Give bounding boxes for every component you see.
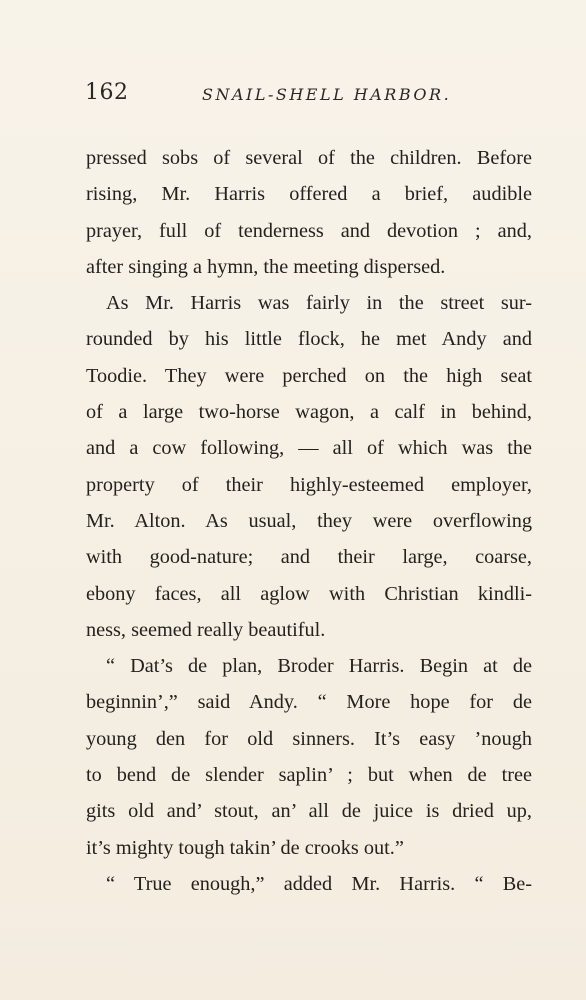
running-title: SNAIL-SHELL HARBOR. [202, 85, 452, 104]
text-line: to bend de slender saplin’ ; but when de tree [86, 764, 532, 787]
text-line: “ True enough,” added Mr. Harris. “ Be- [106, 872, 532, 895]
text-line: property of their highly-esteemed employer, [86, 473, 532, 496]
page-header [85, 80, 540, 114]
text-line: young den for old sinners. It’s easy ’nough [86, 727, 532, 750]
text-line: beginnin’,” said Andy. “ More hope for de [86, 691, 532, 714]
paragraph [86, 285, 532, 648]
body-text [86, 140, 532, 902]
text-line: prayer, full of tenderness and devotion ; and, [86, 219, 532, 242]
text-line: ebony faces, all aglow with Christian kindli- [86, 582, 532, 605]
text-line: with good-nature; and their large, coarse, [86, 546, 532, 569]
text-line: “ Dat’s de plan, Broder Harris. Begin at de [106, 655, 532, 678]
text-line: it’s mighty tough takin’ de crooks out.” [86, 836, 404, 859]
text-line: ness, seemed really beautiful. [86, 618, 326, 641]
text-line: Mr. Alton. As usual, they were overflowing [86, 509, 532, 532]
text-line: gits old and’ stout, an’ all de juice is dried up, [86, 800, 532, 823]
text-line: of a large two-horse wagon, a calf in behind, [86, 401, 532, 424]
page-number: 162 [85, 80, 129, 105]
text-line: Toodie. They were perched on the high seat [86, 364, 532, 387]
text-line: pressed sobs of several of the children. Before [86, 147, 532, 169]
paragraph [86, 866, 532, 902]
paragraph [86, 140, 532, 285]
paragraph [86, 648, 532, 866]
text-line: rounded by his little flock, he met Andy and [86, 328, 532, 351]
text-line: and a cow following, — all of which was the [86, 437, 532, 460]
text-line: after singing a hymn, the meeting dispersed. [86, 255, 446, 278]
text-line: rising, Mr. Harris offered a brief, audible [86, 183, 532, 206]
text-line: As Mr. Harris was fairly in the street sur- [106, 292, 532, 315]
